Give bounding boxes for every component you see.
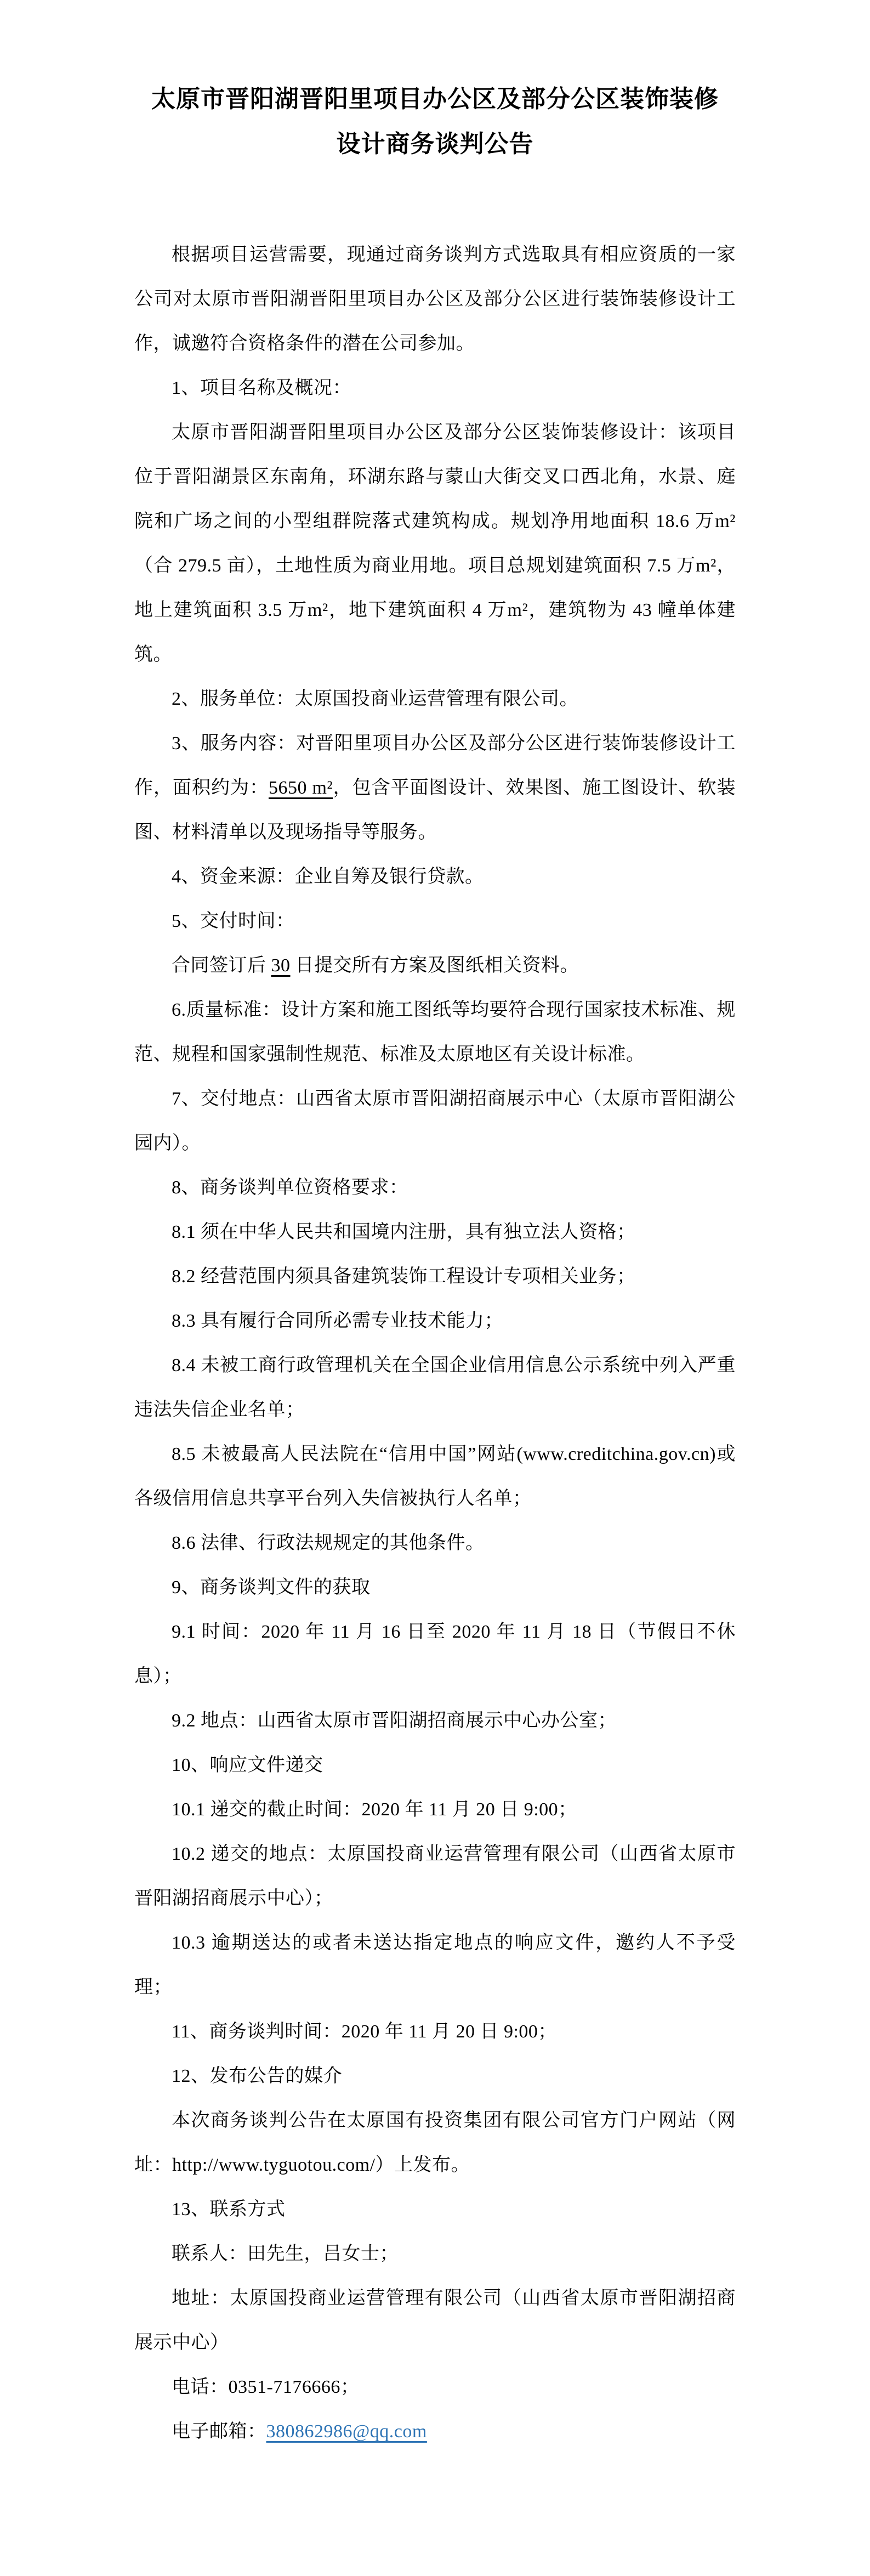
paragraph	[134, 2232, 736, 2276]
paragraph	[134, 1743, 736, 1787]
text-run: 日提交所有方案及图纸相关资料。	[290, 955, 579, 976]
paragraph	[134, 988, 736, 1077]
text-run: 太原市晋阳湖晋阳里项目办公区及部分公区装饰装修设计：该项目位于晋阳湖景区东南角，环湖东路与蒙山大街交叉口西北角，水景、庭院和广场之间的小型组群院落式建筑构成。规划净用地面积 18.6 万m²（合 279.5 亩），土地性质为商业用地。项目总规划建筑面积 7.5 万m²，地上建筑面积 3.5 万m²，地下建筑面积 4 万m²，建筑物为 43 幢单体建筑。	[134, 422, 736, 665]
text-run: 11、商务谈判时间：2020 年 11 月 20 日 9:00；	[172, 2022, 557, 2042]
paragraph	[134, 2009, 736, 2054]
paragraph	[134, 1077, 736, 1165]
text-run: 10.3 逾期送达的或者未送达指定地点的响应文件，邀约人不予受理；	[134, 1933, 736, 1997]
document-title: 太原市晋阳湖晋阳里项目办公区及部分公区装饰装修设计商务谈判公告	[151, 86, 719, 157]
paragraph	[134, 899, 736, 943]
document-body	[134, 233, 736, 2454]
email-link[interactable]: 380862986@qq.com	[266, 2421, 427, 2442]
text-run: 本次商务谈判公告在太原国有投资集团有限公司官方门户网站（网址：http://www.tyguotou.com/）上发布。	[134, 2110, 736, 2175]
paragraph	[134, 2187, 736, 2232]
paragraph	[134, 1254, 736, 1299]
text-run: 8.2 经营范围内须具备建筑装饰工程设计专项相关业务；	[172, 1266, 636, 1287]
text-run: 12、发布公告的媒介	[172, 2066, 342, 2086]
paragraph	[134, 1432, 736, 1521]
paragraph	[134, 1165, 736, 1210]
paragraph	[134, 2409, 736, 2454]
paragraph	[134, 1787, 736, 1832]
paragraph	[134, 1521, 736, 1565]
text-run: 联系人：田先生，吕女士；	[172, 2244, 399, 2264]
paragraph	[134, 943, 736, 988]
text-run: 9、商务谈判文件的获取	[172, 1577, 371, 1598]
paragraph	[134, 410, 736, 677]
paragraph	[134, 1343, 736, 1432]
text-run: 10.1 递交的截止时间：2020 年 11 月 20 日 9:00；	[172, 1799, 577, 1820]
text-run: 7、交付地点：山西省太原市晋阳湖招商展示中心（太原市晋阳湖公园内）。	[134, 1089, 736, 1153]
paragraph	[134, 1921, 736, 2009]
paragraph	[134, 1210, 736, 1254]
paragraph	[134, 366, 736, 410]
paragraph	[134, 2098, 736, 2187]
text-run: 根据项目运营需要，现通过商务谈判方式选取具有相应资质的一家公司对太原市晋阳湖晋阳里项目办公区及部分公区进行装饰装修设计工作，诚邀符合资格条件的潜在公司参加。	[134, 245, 736, 354]
underlined-text: 30	[271, 955, 291, 976]
paragraph	[134, 1832, 736, 1921]
text-run: 8.1 须在中华人民共和国境内注册，具有独立法人资格；	[172, 1222, 636, 1242]
text-run: 电子邮箱：	[172, 2421, 266, 2442]
text-run: 10、响应文件递交	[172, 1755, 323, 1775]
paragraph	[134, 854, 736, 899]
underlined-text: 5650 m²	[268, 778, 333, 798]
text-run: 8.4 未被工商行政管理机关在全国企业信用信息公示系统中列入严重违法失信企业名单；	[134, 1355, 736, 1420]
text-run: 8.5 未被最高人民法院在“信用中国”网站(www.creditchina.gov.cn)或各级信用信息共享平台列入失信被执行人名单；	[134, 1444, 736, 1509]
paragraph	[134, 1565, 736, 1610]
paragraph	[134, 2365, 736, 2409]
paragraph	[134, 721, 736, 854]
text-run: 13、联系方式	[172, 2199, 286, 2220]
paragraph	[134, 677, 736, 721]
paragraph	[134, 2276, 736, 2365]
text-run: 2、服务单位：太原国投商业运营管理有限公司。	[172, 689, 578, 709]
text-run: 5、交付时间：	[172, 911, 295, 931]
text-run: 1、项目名称及概况：	[172, 378, 351, 398]
text-run: 8、商务谈判单位资格要求：	[172, 1177, 408, 1198]
text-run: 6.质量标准：设计方案和施工图纸等均要符合现行国家技术标准、规范、规程和国家强制性规范、标准及太原地区有关设计标准。	[134, 1000, 736, 1065]
text-run: 8.6 法律、行政法规规定的其他条件。	[172, 1533, 485, 1553]
text-run: 合同签订后	[172, 955, 271, 976]
text-run: 4、资金来源：企业自筹及银行贷款。	[172, 867, 484, 887]
paragraph	[134, 2054, 736, 2098]
text-run: 8.3 具有履行合同所必需专业技术能力；	[172, 1311, 503, 1331]
text-run: ，包含平面图设计、效果图、施工图设计、软装图、材料清单以及现场指导等服务。	[134, 778, 736, 842]
text-run: 3、服务内容：对晋阳里项目办公区及部分公区进行装饰装修设计工作，面积约为：	[134, 733, 736, 798]
text-run: 电话：0351-7176666；	[172, 2377, 360, 2397]
paragraph	[134, 1299, 736, 1343]
paragraph	[134, 1610, 736, 1699]
text-run: 9.1 时间：2020 年 11 月 16 日至 2020 年 11 月 18 日（节假日不休息）；	[134, 1622, 736, 1686]
text-run: 地址：太原国投商业运营管理有限公司（山西省太原市晋阳湖招商展示中心）	[134, 2288, 736, 2353]
paragraph	[134, 1699, 736, 1743]
paragraph	[134, 233, 736, 366]
text-run: 10.2 递交的地点：太原国投商业运营管理有限公司（山西省太原市晋阳湖招商展示中心）；	[134, 1844, 736, 1909]
text-run: 9.2 地点：山西省太原市晋阳湖招商展示中心办公室；	[172, 1711, 617, 1731]
